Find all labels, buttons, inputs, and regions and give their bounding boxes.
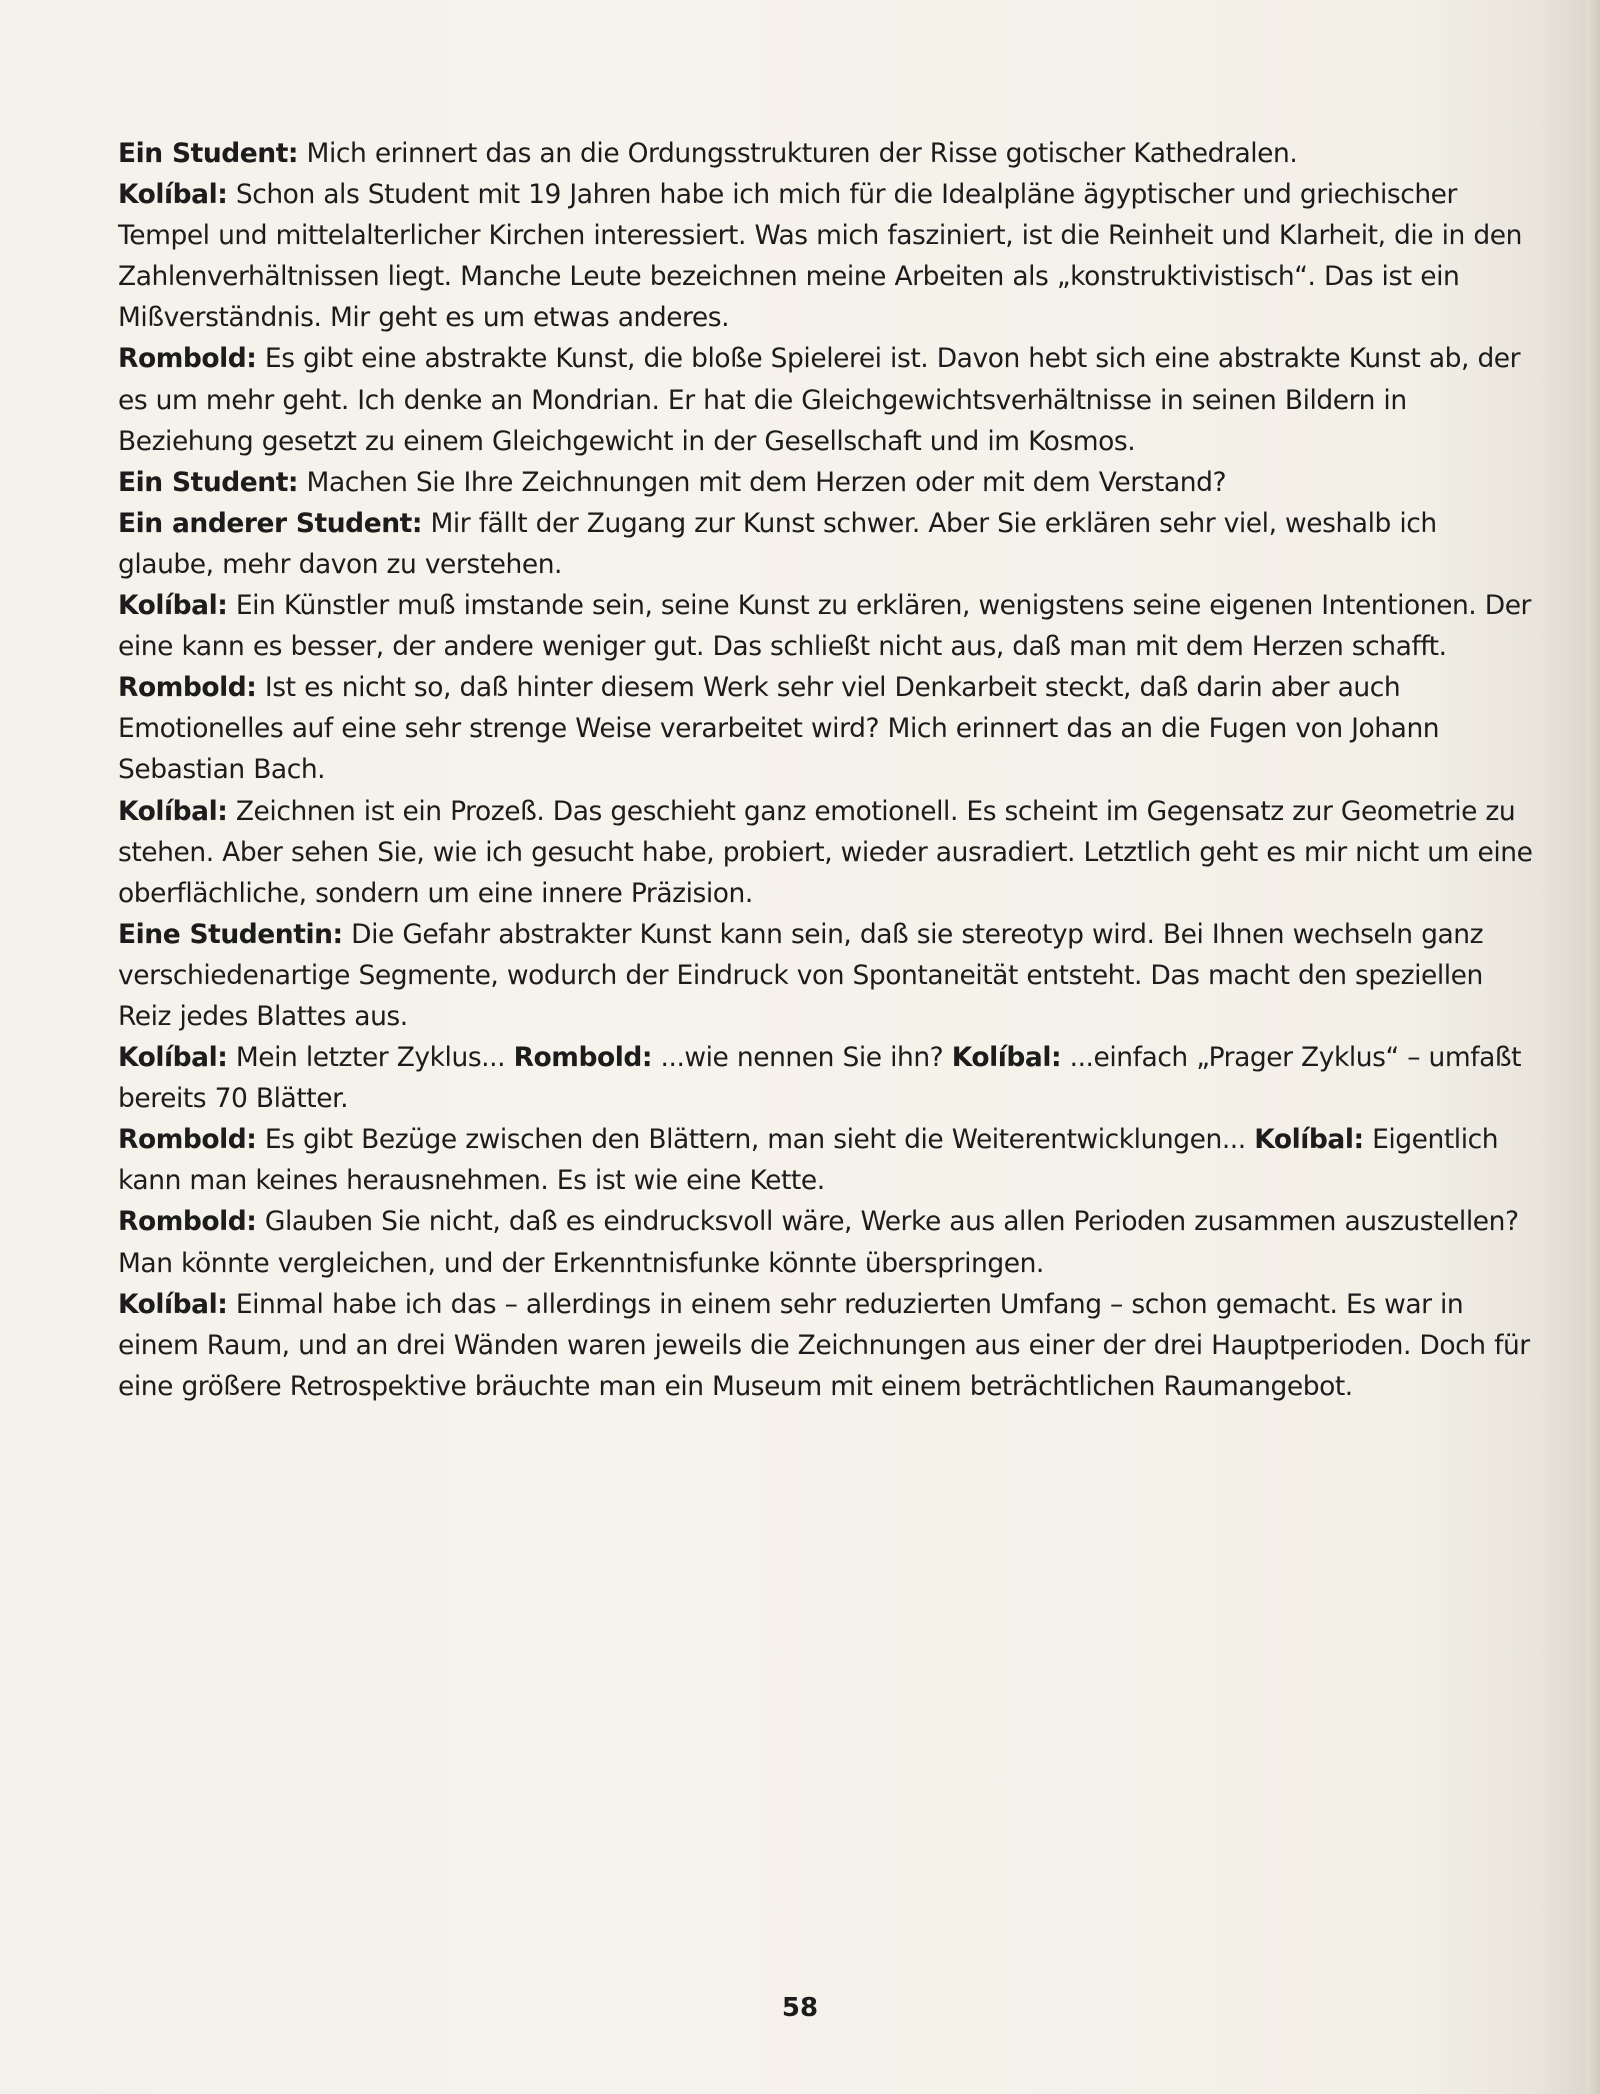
speaker-label: Kolíbal: <box>1254 1124 1364 1156</box>
paragraph <box>118 914 1538 1037</box>
speaker-label: Ein Student: <box>118 138 299 169</box>
speaker-label: Kolíbal: <box>118 1042 228 1074</box>
paragraph <box>118 174 1538 338</box>
speaker-label: Rombold: <box>118 1124 257 1156</box>
speech-text: Ist es nicht so, daß hinter diesem Werk sehr viel Denkarbeit steckt, daß darin aber auch Emotionelles auf eine sehr strenge Weise verarbeitet wird? Mich erinnert das an die Fugen von Johann Sebastian Bach. <box>118 672 1440 786</box>
paragraph <box>118 133 1538 174</box>
speaker-label: Eine Studentin: <box>118 918 343 950</box>
speaker-label: Rombold: <box>118 1206 257 1238</box>
speech-text: Die Gefahr abstrakter Kunst kann sein, daß sie stereotyp wird. Bei Ihnen wechseln ganz verschiedenartige Segmente, wodurch der Eindruck von Spontaneität entsteht. Das macht den speziellen Reiz jedes Blattes aus. <box>118 918 1484 1032</box>
speech-text: Zeichnen ist ein Prozeß. Das geschieht ganz emotionell. Es scheint im Gegensatz zur Geometrie zu stehen. Aber sehen Sie, wie ich gesucht habe, probiert, wieder ausradiert. Letztlich geht es mir nicht um eine oberflächliche, sondern um eine innere Präzision. <box>118 795 1533 909</box>
speech-text: Es gibt eine abstrakte Kunst, die bloße Spielerei ist. Davon hebt sich eine abstrakte Kunst ab, der es um mehr geht. Ich denke an Mondrian. Er hat die Gleichgewichtsverhältnisse in seinen Bildern in Beziehung gesetzt zu einem Gleichgewicht in der Gesellschaft und im Kosmos. <box>118 343 1521 457</box>
paragraph <box>118 791 1538 914</box>
page-number: 58 <box>781 1993 819 2023</box>
paragraph <box>118 1201 1538 1283</box>
interview-text <box>118 133 1538 1407</box>
page-edge-shadow <box>1586 0 1600 2094</box>
speaker-label: Kolíbal: <box>118 590 228 622</box>
speaker-label: Kolíbal: <box>118 795 228 827</box>
speaker-label: Rombold: <box>118 343 257 375</box>
speech-text: Eigentlich kann man keines herausnehmen. Es ist wie eine Kette. <box>118 1124 1499 1197</box>
speech-text: Mich erinnert das an die Ordungsstrukturen der Risse gotischer Kathedralen. <box>298 138 1298 169</box>
speaker-label: Ein anderer Student: <box>118 507 422 539</box>
speech-text: Machen Sie Ihre Zeichnungen mit dem Herzen oder mit dem Verstand? <box>298 466 1227 498</box>
speech-text: Mir fällt der Zugang zur Kunst schwer. Aber Sie erklären sehr viel, weshalb ich glaube, mehr davon zu verstehen. <box>118 507 1437 580</box>
speech-text: ...wie nennen Sie ihn? <box>652 1042 952 1074</box>
speech-text: Es gibt Bezüge zwischen den Blättern, man sieht die Weiterentwicklungen... <box>256 1124 1255 1156</box>
speaker-label: Ein Student: <box>118 466 299 498</box>
speaker-label: Rombold: <box>513 1042 653 1074</box>
speech-text: Schon als Student mit 19 Jahren habe ich mich für die Idealpläne ägyptischer und griechischer Tempel und mittelalterlicher Kirchen interessiert. Was mich fasziniert, ist die Reinheit und Klarheit, die in den Zahlenverhältnissen liegt. Manche Leute bezeichnen meine Arbeiten als „konstruktivistisch“. Das ist ein Mißverständnis. Mir geht es um etwas anderes. <box>118 179 1522 334</box>
paragraph <box>118 1037 1538 1119</box>
speech-text: Einmal habe ich das – allerdings in einem sehr reduzierten Umfang – schon gemacht. Es war in einem Raum, und an drei Wänden waren jeweils die Zeichnungen aus einer der drei Hauptperioden. Doch für eine größere Retrospektive bräuchte man ein Museum mit einem beträchtlichen Raumangebot. <box>118 1288 1530 1402</box>
paragraph <box>118 1119 1538 1201</box>
paragraph <box>118 667 1538 790</box>
paragraph <box>118 338 1538 461</box>
speaker-label: Kolíbal: <box>118 179 228 211</box>
speaker-label: Rombold: <box>118 672 257 704</box>
speech-text: Glauben Sie nicht, daß es eindrucksvoll wäre, Werke aus allen Perioden zusammen auszustellen? Man könnte vergleichen, und der Erkenntnisfunke könnte überspringen. <box>118 1206 1519 1279</box>
speech-text: ...einfach „Prager Zyklus“ – umfaßt bereits 70 Blätter. <box>118 1042 1522 1115</box>
paragraph <box>118 503 1538 585</box>
speaker-label: Kolíbal: <box>951 1042 1062 1074</box>
paragraph <box>118 462 1538 503</box>
speech-text: Mein letzter Zyklus... <box>227 1042 514 1074</box>
paragraph <box>118 585 1538 667</box>
paragraph <box>118 1284 1538 1407</box>
speech-text: Ein Künstler muß imstande sein, seine Kunst zu erklären, wenigstens seine eigenen Intentionen. Der eine kann es besser, der andere weniger gut. Das schließt nicht aus, daß man mit dem Herzen schafft. <box>118 590 1531 663</box>
speaker-label: Kolíbal: <box>118 1288 228 1320</box>
